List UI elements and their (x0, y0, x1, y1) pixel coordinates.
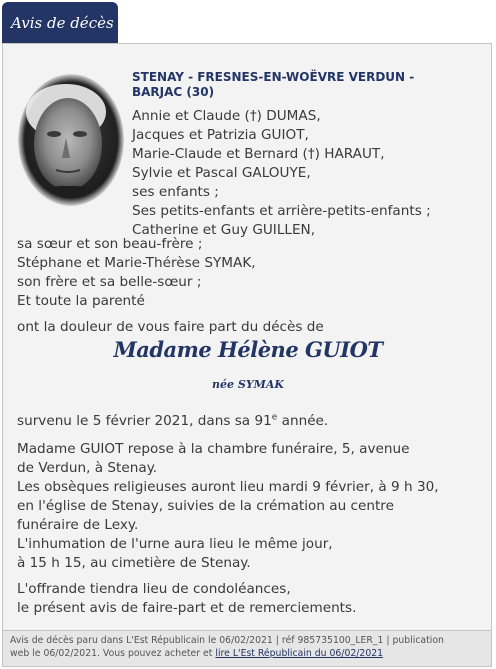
family-list-continued (17, 235, 256, 311)
family-list (132, 107, 431, 240)
avis-de-deces-tab[interactable] (2, 2, 118, 44)
arrangements-line: L'inhumation de l'urne aura lieu le même jour, (17, 536, 333, 552)
publication-footer (2, 631, 492, 667)
arrangements-line: Les obsèques religieuses auront lieu mardi 9 février, à 9 h 30, (17, 479, 439, 495)
family-line: ses enfants ; (132, 184, 219, 200)
location-heading: STENAY - FRESNES-EN-WOËVRE VERDUN - BARJAC (30) (132, 70, 415, 99)
family-line: Et toute la parenté (17, 293, 145, 309)
closing-paragraph (17, 580, 356, 618)
family-line: Stéphane et Marie-Thérèse SYMAK, (17, 255, 256, 271)
deceased-name: Madame Hélène GUIOT (113, 337, 383, 362)
tab-label: Avis de décès (11, 14, 114, 32)
footer-line-1: Avis de décès paru dans L'Est Républicain le 06/02/2021 | réf 985735100_LER_1 | publication (10, 635, 444, 646)
buy-newspaper-link[interactable]: lire L'Est Républicain du 06/02/2021 (215, 648, 384, 659)
maiden-name: née SYMAK (212, 378, 284, 391)
announcement-text: ont la douleur de vous faire part du décès de (17, 319, 324, 335)
deceased-portrait (18, 74, 124, 206)
arrangements-paragraph (17, 440, 439, 573)
ordinal-suffix: e (271, 412, 278, 423)
arrangements-line: à 15 h 15, au cimetière de Stenay. (17, 555, 251, 571)
footer-line-2-text: web le 06/02/2021. Vous pouvez acheter et (10, 648, 216, 659)
death-date-text (17, 412, 328, 431)
death-text: survenu le 5 février 2021, dans sa 91 (17, 413, 272, 429)
closing-line: le présent avis de faire-part et de remerciements. (17, 600, 357, 616)
family-line: Marie-Claude et Bernard (†) HARAUT, (132, 146, 385, 162)
arrangements-line: Madame GUIOT repose à la chambre funéraire, 5, avenue (17, 441, 410, 457)
closing-line: L'offrande tiendra lieu de condoléances, (17, 581, 291, 597)
arrangements-line: de Verdun, à Stenay. (17, 460, 158, 476)
death-text-end: année. (277, 413, 329, 429)
footer-line-2 (10, 647, 483, 660)
arrangements-line: en l'église de Stenay, suivies de la crémation au centre (17, 498, 394, 514)
family-line: son frère et sa belle-sœur ; (17, 274, 202, 290)
family-line: Jacques et Patrizia GUIOT, (132, 127, 309, 143)
family-line: Catherine et Guy GUILLEN, (132, 222, 316, 238)
family-line: Ses petits-enfants et arrière-petits-enfants ; (132, 203, 431, 219)
family-line: Sylvie et Pascal GALOUYE, (132, 165, 311, 181)
family-line: Annie et Claude (†) DUMAS, (132, 108, 321, 124)
arrangements-line: funéraire de Lexy. (17, 517, 139, 533)
family-line: sa sœur et son beau-frère ; (17, 236, 203, 252)
obituary-card (2, 43, 492, 631)
